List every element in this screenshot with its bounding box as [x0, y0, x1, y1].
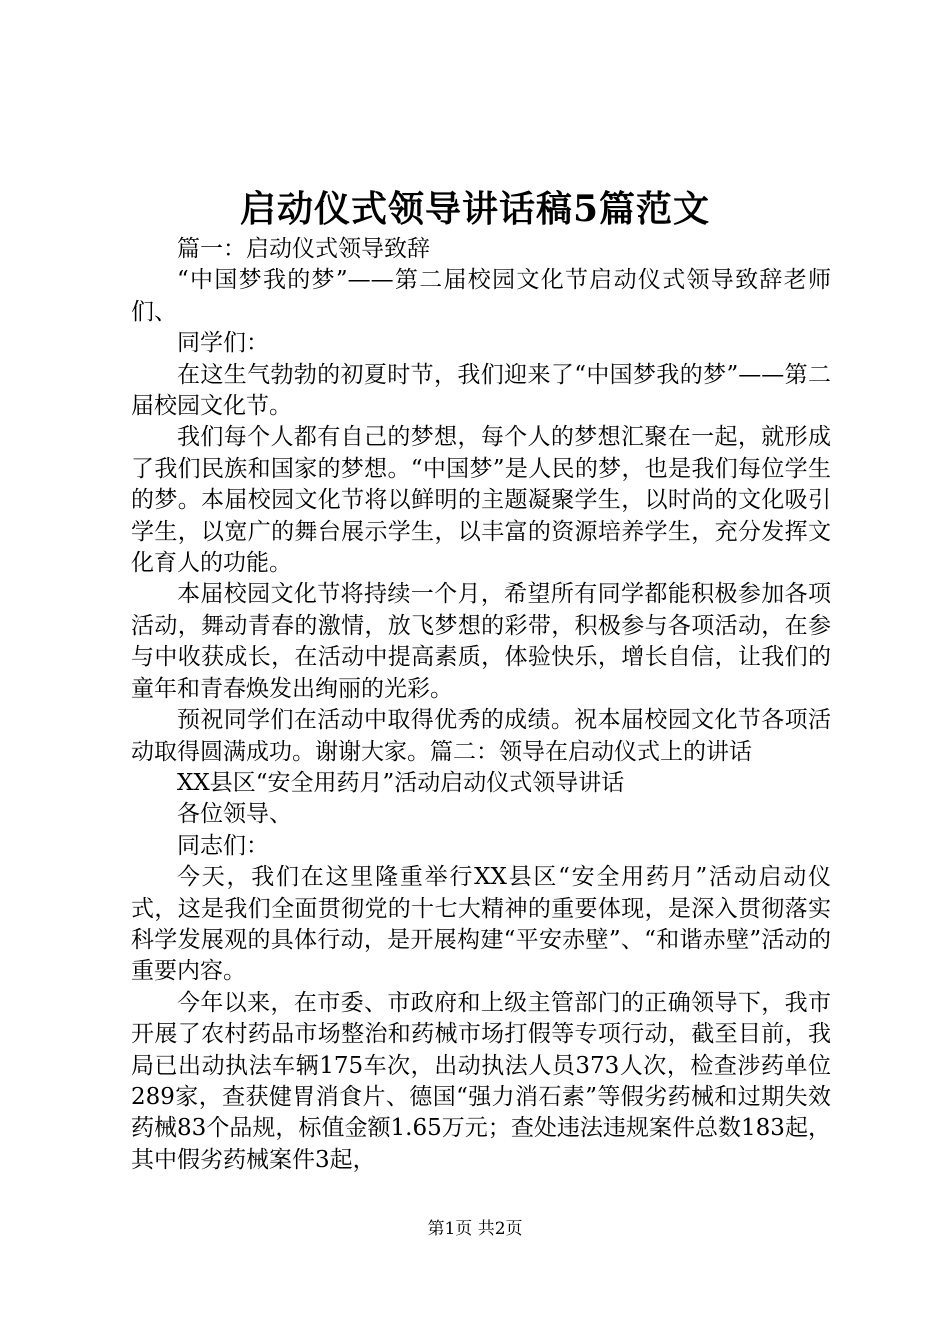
paragraph: 在这生气勃勃的初夏时节，我们迎来了“中国梦我的梦”——第二届校园文化节。 — [131, 361, 831, 420]
paragraph: 同志们： — [177, 832, 269, 859]
page-footer: 第1页 共2页 — [427, 1219, 523, 1239]
paragraph: 预祝同学们在活动中取得优秀的成绩。祝本届校园文化节各项活动取得圆满成功。谢谢大家。篇二：领导在启动仪式上的讲话 — [131, 707, 831, 765]
paragraph: XX县区“安全用药月”活动启动仪式领导讲话 — [177, 769, 625, 796]
document-title: 启动仪式领导讲话稿5篇范文 — [239, 188, 711, 230]
paragraph: 今年以来，在市委、市政府和上级主管部门的正确领导下，我市开展了农村药品市场整治和药械市场打假等专项行动，截至目前，我局已出动执法车辆175车次，出动执法人员373人次，检查涉药单位289家，查获健胃消食片、德国“强力消石素”等假劣药械和过期失效药械83个品规，标值金额1.65万元；查处违法违规案件总数183起，其中假劣药械案件3起， — [131, 989, 831, 1173]
paragraph: 篇一：启动仪式领导致辞 — [177, 236, 430, 262]
document-body — [131, 234, 831, 1176]
paragraph: 我们每个人都有自己的梦想，每个人的梦想汇聚在一起，就形成了我们民族和国家的梦想。“中国梦”是人民的梦，也是我们每位学生的梦。本届校园文化节将以鲜明的主题凝聚学生，以时尚的文化吸引学生，以宽广的舞台展示学生，以丰富的资源培养学生，充分发挥文化育人的功能。 — [131, 424, 831, 577]
paragraph: “中国梦我的梦”——第二届校园文化节启动仪式领导致辞老师们、 — [131, 267, 831, 325]
paragraph: 本届校园文化节将持续一个月，希望所有同学都能积极参加各项活动，舞动青春的激情，放飞梦想的彩带，积极参与各项活动，在参与中收获成长，在活动中提高素质，体验快乐，增长自信，让我们的童年和青春焕发出绚丽的光彩。 — [131, 581, 831, 702]
paragraph: 同学们： — [177, 330, 269, 357]
paragraph: 各位领导、 — [177, 801, 292, 828]
paragraph: 今天，我们在这里隆重举行XX县区“安全用药月”活动启动仪式，这是我们全面贯彻党的十七大精神的重要体现，是深入贯彻落实科学发展观的具体行动，是开展构建“平安赤壁”、“和谐赤壁”活动的重要内容。 — [131, 864, 831, 985]
